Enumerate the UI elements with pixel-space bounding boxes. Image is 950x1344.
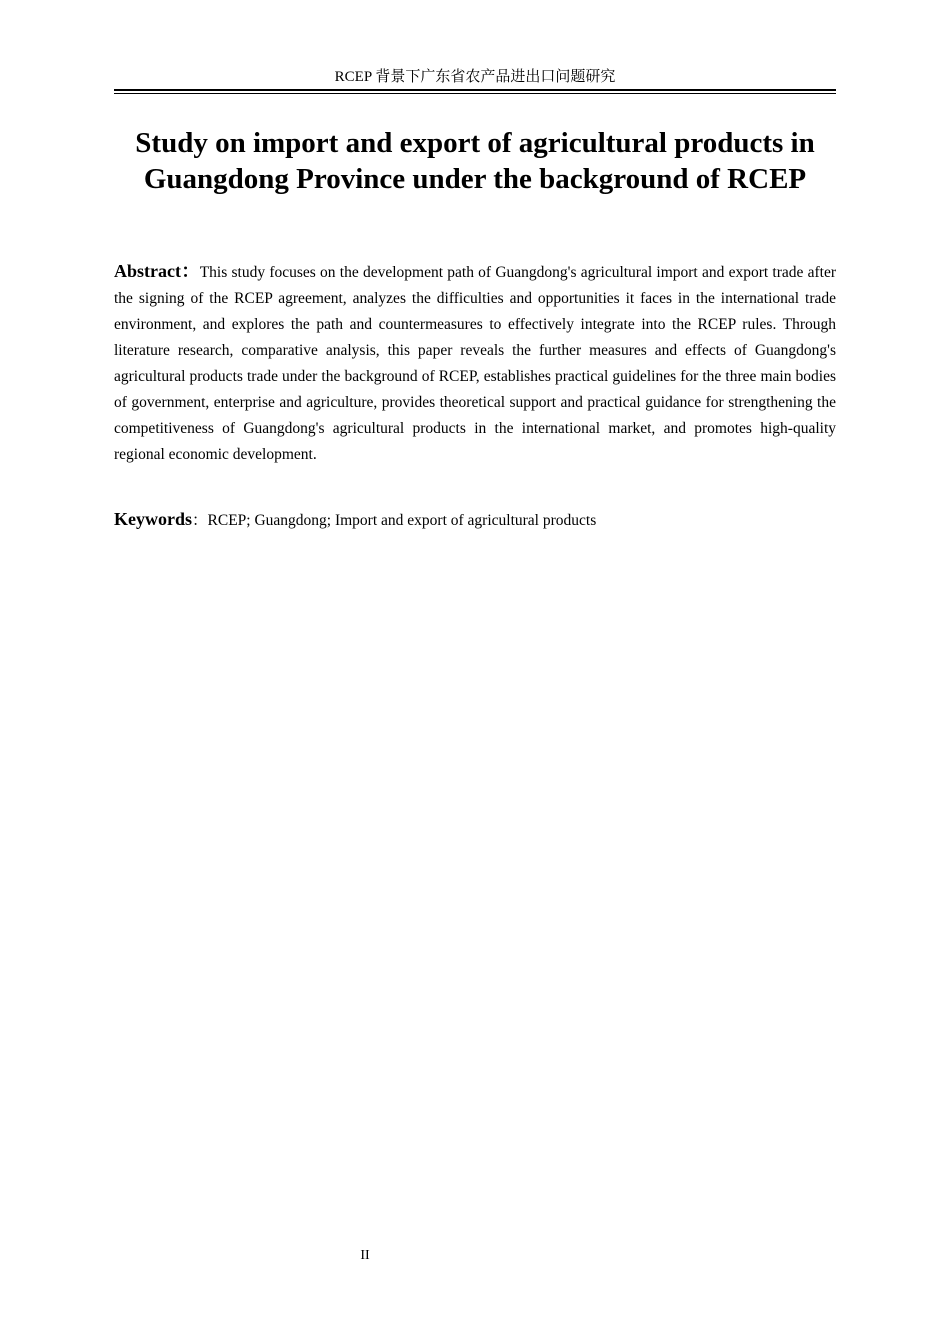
keywords-paragraph [114, 506, 836, 534]
header-rule-thick [114, 89, 836, 91]
keywords-label: Keywords [114, 509, 192, 529]
header-rule-thin [114, 93, 836, 94]
abstract-text: This study focuses on the development path of Guangdong's agricultural import and export trade after the signing of the RCEP agreement, analyzes the difficulties and opportunities it faces in the international trade environment, and explores the path and countermeasures to effectively integrate into the RCEP rules. Through literature research, comparative analysis, this paper reveals the further measures and effects of Guangdong's agricultural products trade under the background of RCEP, establishes practical guidelines for the three main bodies of government, enterprise and agriculture, provides theoretical support and practical guidance for strengthening the competitiveness of Guangdong's agricultural products in the international market, and promotes high-quality regional economic development. [114, 264, 837, 463]
keywords-text: RCEP; Guangdong; Import and export of agricultural products [207, 512, 597, 529]
keywords-separator: ： [192, 512, 208, 529]
paper-title: Study on import and export of agricultural products in Guangdong Province under the background of RCEP [135, 127, 815, 195]
abstract-label-separator: ： [180, 261, 200, 281]
abstract-paragraph [114, 258, 836, 468]
running-header: RCEP 背景下广东省农产品进出口问题研究 [334, 69, 616, 85]
abstract-label-text: Abstract [114, 261, 181, 281]
page-number: II [360, 1248, 370, 1263]
abstract-label [114, 261, 200, 281]
